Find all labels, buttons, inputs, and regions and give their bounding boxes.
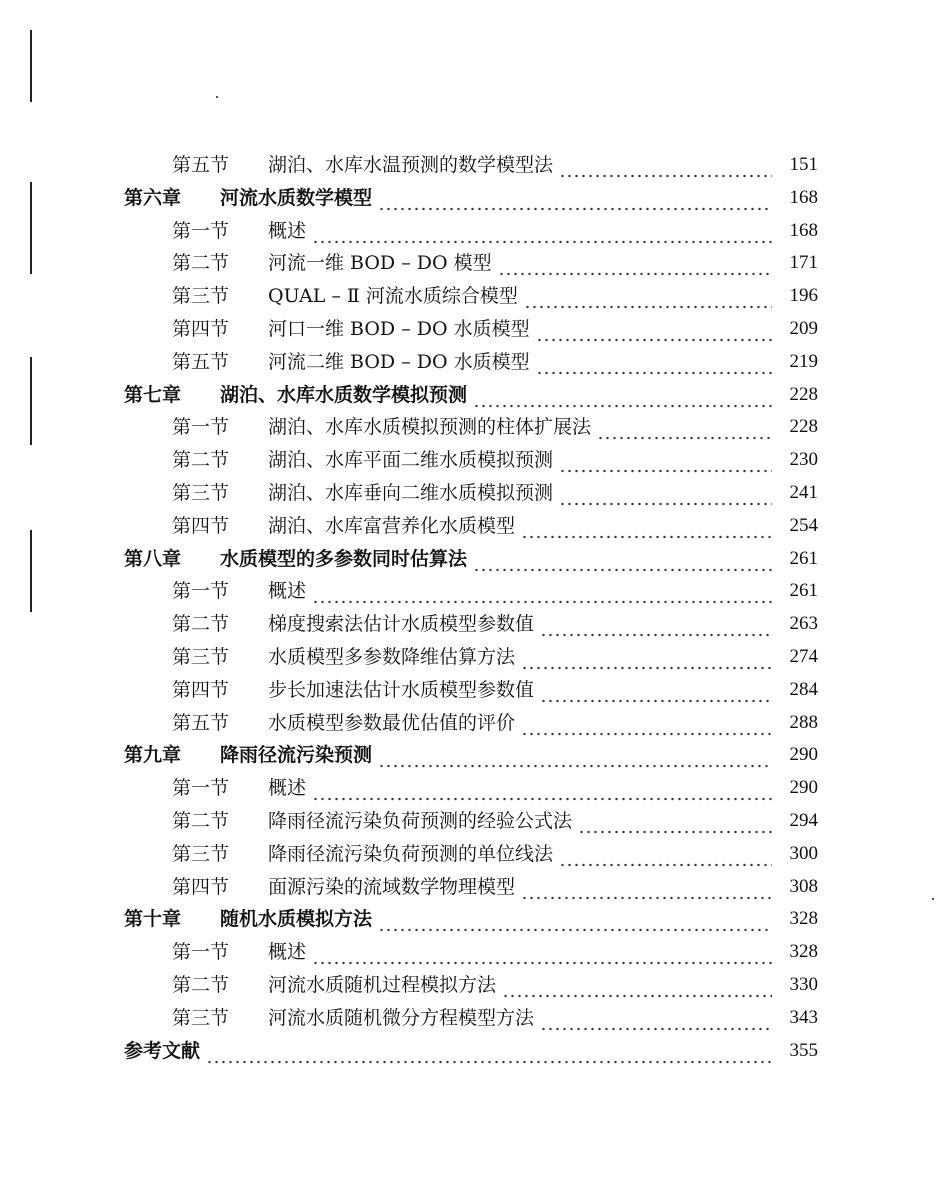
dot-leader xyxy=(312,937,772,967)
toc-entry-label: 第四节 xyxy=(172,678,230,701)
toc-entry-title: 面源污染的流域数学物理模型 xyxy=(268,875,516,898)
toc-page-number: 263 xyxy=(789,613,818,635)
toc-entry-label: 第一节 xyxy=(172,777,230,800)
toc-section-entry[interactable] xyxy=(172,281,818,311)
dot-leader xyxy=(597,412,772,442)
toc-chapter-entry[interactable] xyxy=(124,183,818,213)
toc-entry-label: 第五节 xyxy=(172,350,230,373)
toc-page-number: 196 xyxy=(789,285,818,307)
dot-leader xyxy=(559,445,772,475)
dot-leader xyxy=(378,740,772,770)
toc-entry-label: 第六章 xyxy=(124,186,182,209)
toc-section-entry[interactable] xyxy=(172,773,818,803)
toc-section-entry[interactable] xyxy=(172,314,818,344)
toc-chapter-entry[interactable] xyxy=(124,904,818,934)
toc-page-number: 261 xyxy=(789,580,818,602)
dot-leader xyxy=(378,904,772,934)
dot-leader xyxy=(536,347,772,377)
toc-entry-label: 第二节 xyxy=(172,252,230,275)
toc-chapter-entry[interactable] xyxy=(124,544,818,574)
dot-leader xyxy=(521,708,772,738)
dot-leader xyxy=(502,970,772,1000)
toc-page-number: 219 xyxy=(789,350,818,372)
dot-leader xyxy=(521,642,772,672)
toc-page-number: 254 xyxy=(789,514,818,536)
dot-leader xyxy=(540,609,772,639)
toc-page-number: 241 xyxy=(789,482,818,503)
toc-entry-label: 第九章 xyxy=(124,744,182,767)
toc-page-number: 228 xyxy=(789,416,818,438)
toc-page-number: 209 xyxy=(789,318,818,339)
toc-page-number: 294 xyxy=(789,810,818,831)
toc-entry-label: 参考文献 xyxy=(124,1039,201,1062)
toc-entry-label: 第一节 xyxy=(172,219,230,242)
margin-mark xyxy=(30,30,32,102)
toc-section-entry[interactable] xyxy=(172,511,818,541)
toc-entry-title: 概述 xyxy=(268,777,307,800)
toc-entry-label: 第七章 xyxy=(124,383,182,406)
toc-entry-label: 第二节 xyxy=(172,449,230,472)
toc-entry-label: 第三节 xyxy=(172,1006,230,1029)
toc-entry-title: 概述 xyxy=(268,941,307,964)
dot-leader xyxy=(521,872,772,902)
toc-section-entry[interactable] xyxy=(172,872,818,902)
toc-entry-title: 降雨径流污染负荷预测的单位线法 xyxy=(268,842,554,865)
toc-entry-title: 河流一维 BOD – DO 模型 xyxy=(268,252,492,275)
toc-entry-label: 第八章 xyxy=(124,547,182,570)
toc-entry-title: 水质模型参数最优估值的评价 xyxy=(268,711,516,734)
toc-section-entry[interactable] xyxy=(172,478,818,508)
toc-section-entry[interactable] xyxy=(172,970,818,1000)
toc-entry-label: 第一节 xyxy=(172,941,230,964)
toc-entry-label: 第二节 xyxy=(172,613,230,636)
toc-entry-label: 第五节 xyxy=(172,711,230,734)
toc-page-number: 261 xyxy=(789,547,818,569)
toc-section-entry[interactable] xyxy=(172,576,818,606)
toc-entry-title: 湖泊、水库水质模拟预测的柱体扩展法 xyxy=(268,416,592,439)
toc-entry-title: 随机水质模拟方法 xyxy=(220,908,373,931)
toc-entry-title: 河流水质数学模型 xyxy=(220,186,373,209)
toc-page-number: 168 xyxy=(789,219,818,241)
toc-section-entry[interactable] xyxy=(172,642,818,672)
dot-leader xyxy=(312,216,772,246)
toc-chapter-entry[interactable] xyxy=(124,740,818,770)
toc-section-entry[interactable] xyxy=(172,445,818,475)
dot-leader xyxy=(498,248,772,278)
toc-chapter-entry[interactable] xyxy=(124,380,818,410)
dot-leader xyxy=(559,839,772,869)
dot-leader xyxy=(473,544,772,574)
toc-section-entry[interactable] xyxy=(172,1003,818,1033)
toc-page-number: 328 xyxy=(789,908,818,930)
toc-entry-title: QUAL – Ⅱ 河流水质综合模型 xyxy=(268,285,518,308)
toc-entry-title: 湖泊、水库水质数学模拟预测 xyxy=(220,383,468,406)
dot-leader xyxy=(312,773,772,803)
toc-entry-label: 第三节 xyxy=(172,842,230,865)
toc-entry-title: 降雨径流污染预测 xyxy=(220,744,373,767)
toc-entry-label: 第一节 xyxy=(172,416,230,439)
toc-entry-title: 概述 xyxy=(268,580,307,603)
toc-entry-title: 湖泊、水库平面二维水质模拟预测 xyxy=(268,449,554,472)
toc-entry-title: 梯度搜索法估计水质模型参数值 xyxy=(268,613,535,636)
toc-entry-title: 水质模型多参数降维估算方法 xyxy=(268,646,516,668)
toc-page-number: 290 xyxy=(789,777,818,799)
toc-page-number: 290 xyxy=(789,744,818,766)
toc-page-number: 328 xyxy=(789,941,818,963)
toc-entry-title: 河流二维 BOD – DO 水质模型 xyxy=(268,350,530,373)
toc-references-entry[interactable] xyxy=(124,1036,818,1066)
toc-entry-title: 湖泊、水库水温预测的数学模型法 xyxy=(268,154,554,176)
dot-leader xyxy=(559,150,772,180)
dot-leader xyxy=(206,1036,772,1066)
toc-entry-label: 第三节 xyxy=(172,285,230,308)
toc-page-number: 308 xyxy=(789,875,818,897)
toc-section-entry[interactable] xyxy=(172,150,818,180)
toc-entry-title: 水质模型的多参数同时估算法 xyxy=(220,547,468,570)
toc-entry-title: 湖泊、水库富营养化水质模型 xyxy=(268,514,516,537)
toc-page-number: 355 xyxy=(789,1039,818,1061)
toc-page-number: 168 xyxy=(789,186,818,208)
toc-section-entry[interactable] xyxy=(172,412,818,442)
margin-mark xyxy=(30,182,32,274)
toc-page-number: 343 xyxy=(789,1006,818,1028)
toc-page-number: 228 xyxy=(789,383,818,405)
toc-page-number: 230 xyxy=(789,449,818,471)
toc-entry-label: 第三节 xyxy=(172,646,230,668)
toc-entry-title: 降雨径流污染负荷预测的经验公式法 xyxy=(268,810,573,832)
dot-leader xyxy=(540,1003,772,1033)
toc-entry-title: 河流水质随机微分方程模型方法 xyxy=(268,1006,535,1029)
toc-section-entry[interactable] xyxy=(172,839,818,869)
dot-leader xyxy=(524,281,772,311)
toc-entry-label: 第十章 xyxy=(124,908,182,931)
toc-page-number: 274 xyxy=(789,646,818,667)
toc-entry-title: 概述 xyxy=(268,219,307,242)
toc-page-number: 171 xyxy=(789,252,818,274)
toc-section-entry[interactable] xyxy=(172,806,818,836)
toc-page-number: 288 xyxy=(789,711,818,733)
dot-leader xyxy=(521,511,772,541)
toc-section-entry[interactable] xyxy=(172,347,818,377)
dot-leader xyxy=(559,478,772,508)
margin-mark xyxy=(30,530,32,612)
toc-section-entry[interactable] xyxy=(172,675,818,705)
toc-entry-label: 第四节 xyxy=(172,318,230,340)
dot-leader xyxy=(312,576,772,606)
toc-section-entry[interactable] xyxy=(172,708,818,738)
toc-entry-title: 河流水质随机过程模拟方法 xyxy=(268,974,497,996)
toc-entry-title: 湖泊、水库垂向二维水质模拟预测 xyxy=(268,482,554,504)
toc-section-entry[interactable] xyxy=(172,609,818,639)
toc-section-entry[interactable] xyxy=(172,248,818,278)
dot-leader xyxy=(578,806,772,836)
toc-entry-label: 第二节 xyxy=(172,810,230,832)
toc-entry-label: 第二节 xyxy=(172,974,230,996)
toc-entry-title: 步长加速法估计水质模型参数值 xyxy=(268,678,535,701)
toc-entry-label: 第三节 xyxy=(172,482,230,504)
dot-leader xyxy=(536,314,772,344)
toc-entry-label: 第四节 xyxy=(172,875,230,898)
scan-speck xyxy=(932,898,934,900)
dot-leader xyxy=(378,183,772,213)
toc-entry-label: 第五节 xyxy=(172,154,230,176)
toc-entry-label: 第一节 xyxy=(172,580,230,603)
toc-section-entry[interactable] xyxy=(172,216,818,246)
toc-page-number: 284 xyxy=(789,678,818,700)
toc-section-entry[interactable] xyxy=(172,937,818,967)
dot-leader xyxy=(540,675,772,705)
toc-entry-title: 河口一维 BOD – DO 水质模型 xyxy=(268,318,530,340)
toc-page-number: 151 xyxy=(789,154,818,175)
dot-leader xyxy=(473,380,772,410)
toc-entry-label: 第四节 xyxy=(172,514,230,537)
scan-speck xyxy=(216,96,218,98)
toc-page-number: 300 xyxy=(789,842,818,864)
margin-mark xyxy=(30,357,32,445)
toc-page-number: 330 xyxy=(789,974,818,995)
